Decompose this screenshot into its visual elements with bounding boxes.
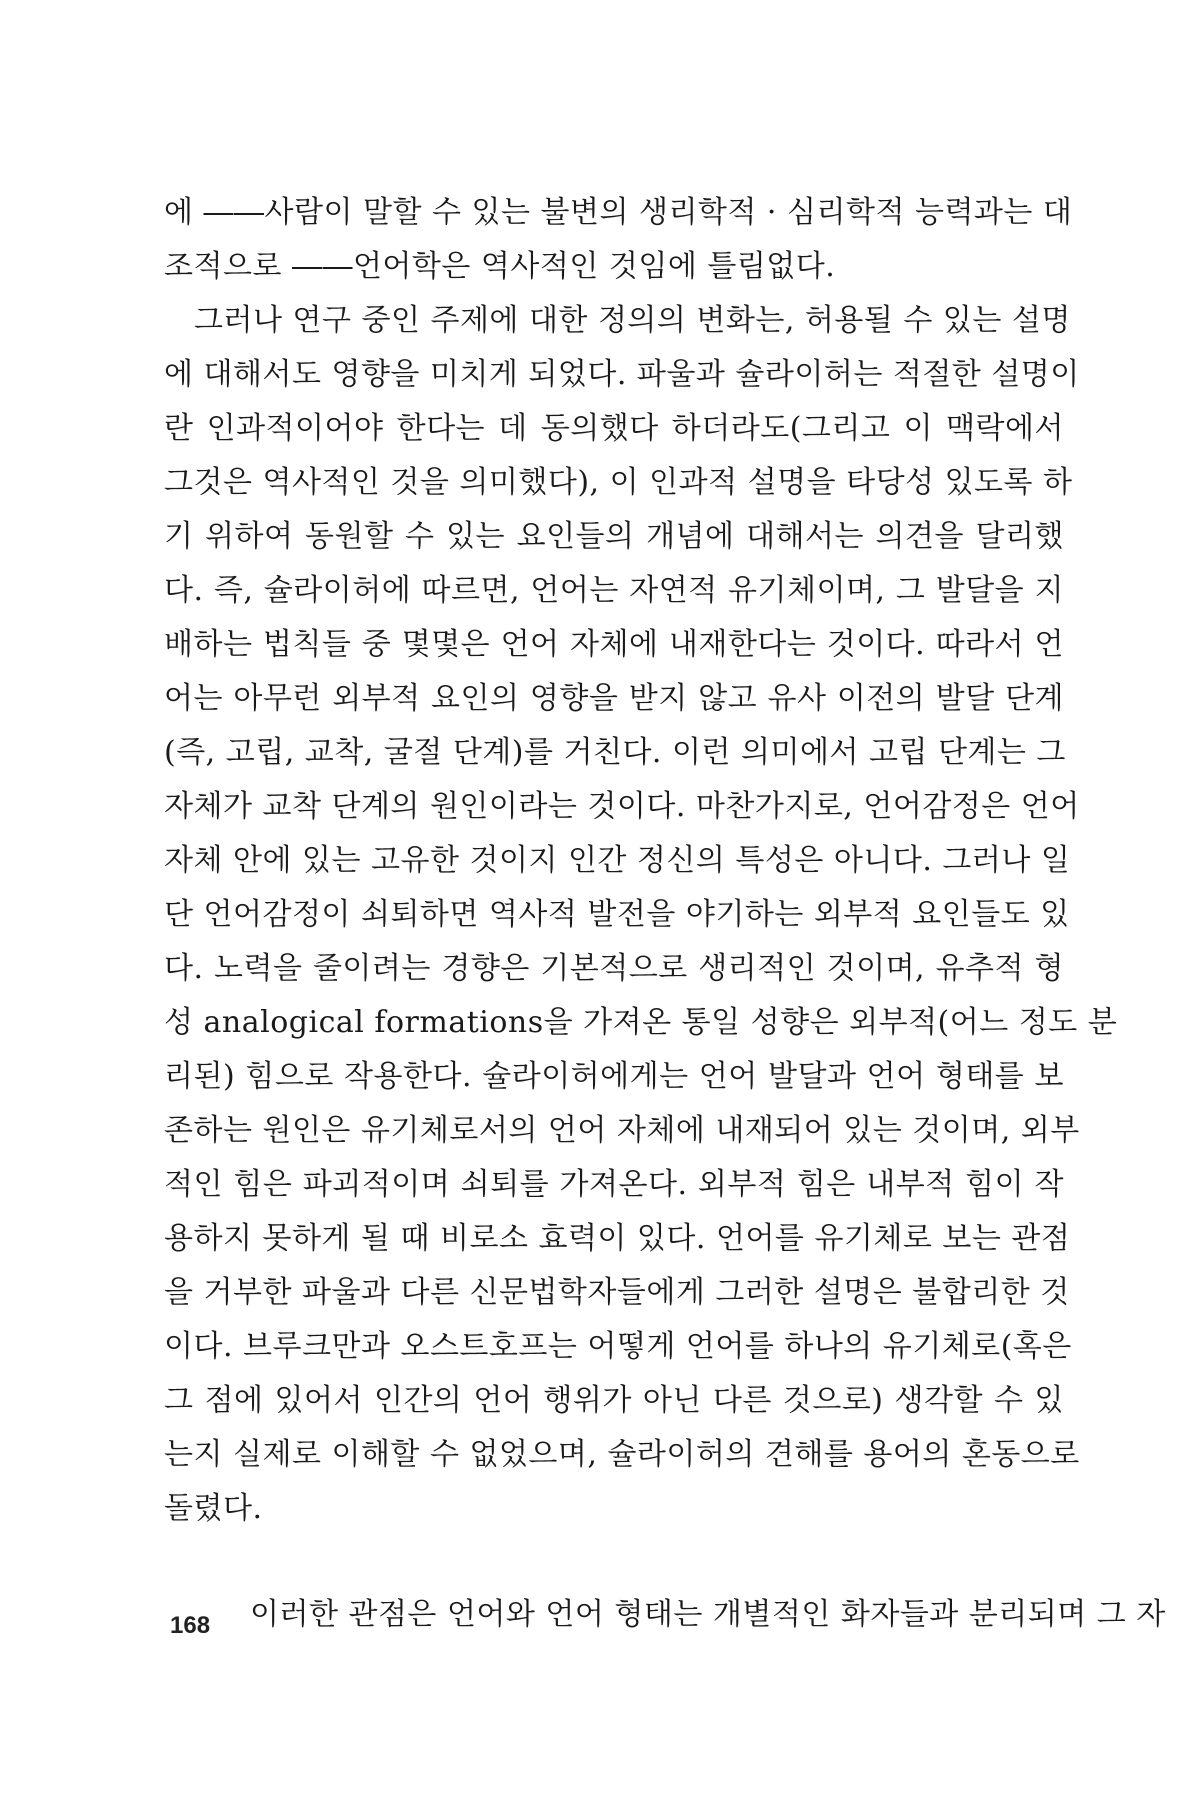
text-line: 성 analogical formations을 가져온 통일 성향은 외부적(어느 정도 분 xyxy=(164,1005,1118,1040)
text-line: 이다. 브루크만과 오스트호프는 어떻게 언어를 하나의 유기체로(혹은 xyxy=(164,1329,1072,1364)
body-text xyxy=(164,186,1166,1642)
text-line: 다. 즉, 슐라이허에 따르면, 언어는 자연적 유기체이며, 그 발달을 지 xyxy=(164,573,1064,608)
text-line: 존하는 원인은 유기체로서의 언어 자체에 내재되어 있는 것이며, 외부 xyxy=(164,1113,1080,1148)
text-line: 에 ――사람이 말할 수 있는 불변의 생리학적 · 심리학적 능력과는 대 xyxy=(164,195,1073,230)
text-line: 돌렸다. xyxy=(164,1491,263,1526)
text-line: 자체 안에 있는 고유한 것이지 인간 정신의 특성은 아니다. 그러나 일 xyxy=(164,843,1071,878)
text-line: 는지 실제로 이해할 수 없었으며, 슐라이허의 견해를 용어의 혼동으로 xyxy=(164,1437,1080,1472)
text-line: 리된) 힘으로 작용한다. 슐라이허에게는 언어 발달과 언어 형태를 보 xyxy=(164,1059,1064,1094)
text-line: (즉, 고립, 교착, 굴절 단계)를 거친다. 이런 의미에서 고립 단계는 그 xyxy=(164,735,1066,770)
text-line: 그 점에 있어서 인간의 언어 행위가 아닌 다른 것으로) 생각할 수 있 xyxy=(164,1383,1064,1418)
text-line: 그것은 역사적인 것을 의미했다), 이 인과적 설명을 타당성 있도록 하 xyxy=(164,465,1073,500)
text-line: 다. 노력을 줄이려는 경향은 기본적으로 생리적인 것이며, 유추적 형 xyxy=(164,951,1064,986)
text-line: 이러한 관점은 언어와 언어 형태는 개별적인 화자들과 분리되며 그 자 xyxy=(250,1597,1166,1632)
page-number: 168 xyxy=(170,1612,211,1639)
text-line: 적인 힘은 파괴적이며 쇠퇴를 가져온다. 외부적 힘은 내부적 힘이 작 xyxy=(164,1167,1064,1202)
text-line: 조적으로 ――언어학은 역사적인 것임에 틀림없다. xyxy=(164,249,836,284)
text-line: 에 대해서도 영향을 미치게 되었다. 파울과 슐라이허는 적절한 설명이 xyxy=(164,357,1080,392)
text-line: 배하는 법칙들 중 몇몇은 언어 자체에 내재한다는 것이다. 따라서 언 xyxy=(164,627,1064,662)
text-line: 용하지 못하게 될 때 비로소 효력이 있다. 언어를 유기체로 보는 관점 xyxy=(164,1221,1071,1256)
text-line: 자체가 교착 단계의 원인이라는 것이다. 마찬가지로, 언어감정은 언어 xyxy=(164,789,1080,824)
text-line: 그러나 연구 중인 주제에 대한 정의의 변화는, 허용될 수 있는 설명 xyxy=(194,303,1071,338)
text-line: 을 거부한 파울과 다른 신문법학자들에게 그러한 설명은 불합리한 것 xyxy=(164,1275,1070,1310)
text-line: 단 언어감정이 쇠퇴하면 역사적 발전을 야기하는 외부적 요인들도 있 xyxy=(164,897,1070,932)
text-line: 기 위하여 동원할 수 있는 요인들의 개념에 대해서는 의견을 달리했 xyxy=(164,519,1064,554)
text-line: 란 인과적이어야 한다는 데 동의했다 하더라도(그리고 이 맥락에서 xyxy=(164,411,1064,446)
text-line: 어는 아무런 외부적 요인의 영향을 받지 않고 유사 이전의 발달 단계 xyxy=(164,681,1064,716)
paragraph-gap xyxy=(164,1536,1064,1588)
